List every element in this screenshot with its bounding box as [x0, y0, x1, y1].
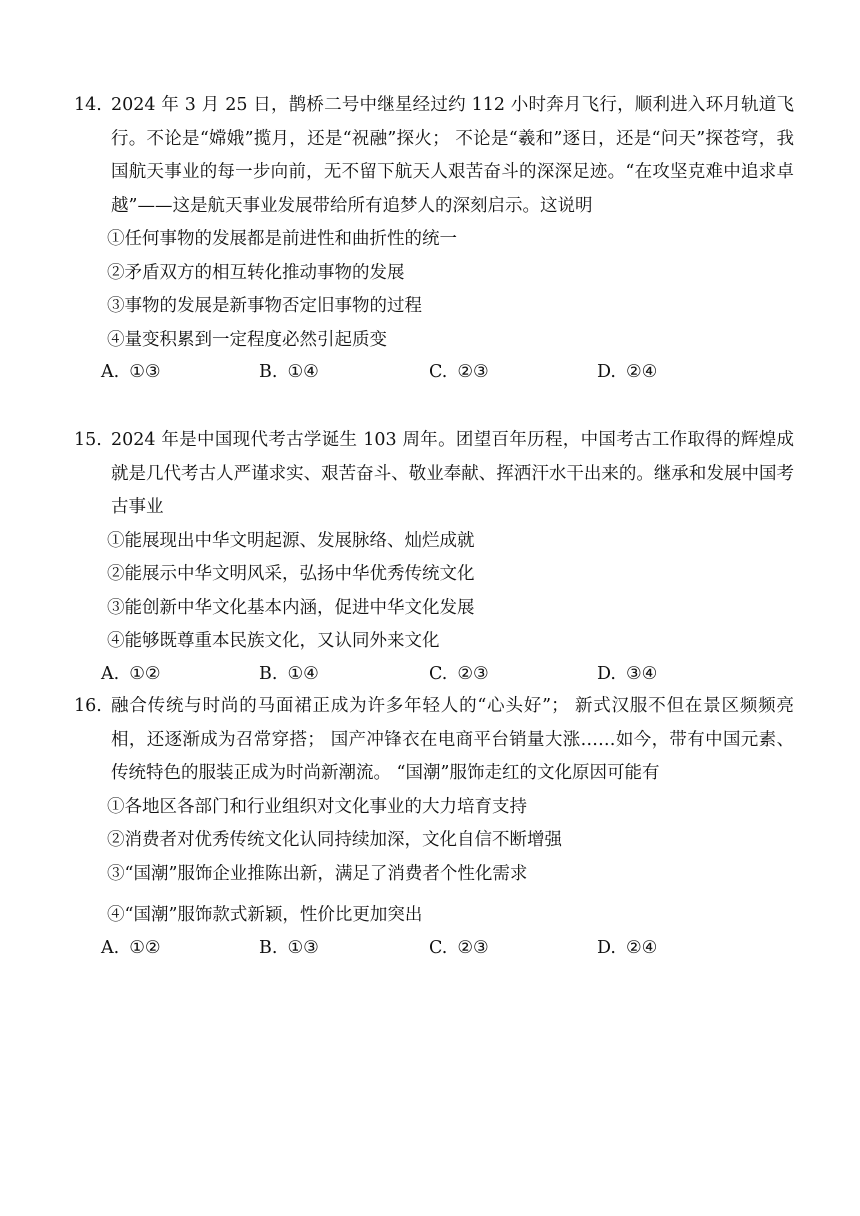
choice-text: ②③ — [457, 663, 489, 684]
choice-d[interactable] — [597, 357, 657, 388]
choice-letter: B. — [259, 937, 278, 958]
answer-choices — [74, 357, 794, 388]
choice-text: ②④ — [625, 362, 658, 382]
question-16 — [74, 690, 794, 964]
choice-c[interactable] — [429, 357, 489, 388]
statement-2: ②能展示中华文明风采，弘扬中华优秀传统文化 — [107, 564, 475, 584]
choice-a[interactable] — [101, 659, 161, 690]
question-15 — [74, 424, 794, 690]
statement-1: ①能展现出中华文明起源、发展脉络、灿烂成就 — [107, 530, 475, 551]
choice-d[interactable] — [597, 659, 657, 690]
choice-c[interactable] — [429, 659, 489, 690]
choice-text: ②③ — [457, 937, 489, 958]
statement-2: ②消费者对优秀传统文化认同持续加深，文化自信不断增强 — [107, 830, 562, 850]
choice-letter: D. — [597, 362, 616, 382]
question-text: 融合传统与时尚的马面裙正成为许多年轻人的“心头好”； 新式汉服不但在景区频频亮相，还逐渐成为召常穿搭； 国产冲锋衣在电商平台销量大涨……如今，带有中国元素、传统特色的服装正成为时尚新潮流。 “国潮”服饰走红的文化原因可能有 — [111, 696, 794, 783]
choice-letter: A. — [101, 362, 120, 382]
choice-b[interactable] — [259, 933, 319, 964]
choice-text: ②③ — [457, 362, 489, 382]
choice-text: ①② — [129, 937, 161, 958]
choice-b[interactable] — [259, 357, 319, 388]
choice-text: ①④ — [287, 663, 319, 684]
choice-a[interactable] — [101, 933, 161, 964]
choice-text: ①③ — [287, 937, 319, 958]
choice-a[interactable] — [101, 357, 161, 388]
statement-2: ②矛盾双方的相互转化推动事物的发展 — [107, 262, 405, 283]
choice-text: ①③ — [129, 362, 161, 382]
choice-text: ②④ — [625, 937, 658, 958]
choice-letter: A. — [101, 937, 120, 958]
choice-letter: B. — [259, 663, 278, 684]
statement-4: ④“国潮”服饰款式新颖，性价比更加突出 — [107, 905, 423, 925]
answer-choices — [74, 659, 794, 690]
choice-text: ①④ — [287, 362, 319, 382]
choice-c[interactable] — [429, 933, 489, 964]
choice-letter: C. — [429, 937, 448, 958]
question-text: 2024 年 3 月 25 日，鹊桥二号中继星经过约 112 小时奔月飞行，顺利进入环月轨道飞行。不论是“嫦娥”揽月，还是“祝融”探火； 不论是“羲和”逐日，还是“问天”探苍穹，我国航天事业的每一步向前，无不留下航天人艰苦奋斗的深深足迹。“在攻坚克难中追求卓越”——这是航天事业发展带给所有追梦人的深刻启示。这说明 — [111, 95, 794, 216]
statement-3: ③能创新中华文化基本内涵，促进中华文化发展 — [107, 597, 475, 618]
statement-1: ①各地区各部门和行业组织对文化事业的大力培育支持 — [107, 796, 527, 817]
choice-letter: B. — [259, 362, 278, 382]
statement-3: ③“国潮”服饰企业推陈出新，满足了消费者个性化需求 — [107, 863, 528, 884]
choice-d[interactable] — [597, 933, 657, 964]
question-text: 2024 年是中国现代考古学诞生 103 周年。团望百年历程，中国考古工作取得的辉煌成就是几代考古人严谨求实、艰苦奋斗、敬业奉献、挥洒汗水干出来的。继承和发展中国考古事业 — [111, 430, 794, 517]
question-14 — [74, 89, 794, 388]
choice-letter: D. — [597, 937, 616, 958]
question-number: 15. — [74, 430, 102, 450]
choice-letter: C. — [429, 362, 448, 382]
choice-text: ③④ — [625, 663, 658, 684]
question-number: 16. — [74, 696, 102, 716]
statement-4: ④量变积累到一定程度必然引起质变 — [107, 329, 387, 350]
question-stem — [74, 690, 794, 791]
question-number: 14. — [74, 95, 102, 115]
choice-text: ①② — [129, 663, 161, 684]
choice-letter: A. — [101, 663, 120, 684]
choice-b[interactable] — [259, 659, 319, 690]
question-stem — [74, 89, 794, 223]
statement-4: ④能够既尊重本民族文化，又认同外来文化 — [107, 631, 440, 651]
choice-letter: D. — [597, 663, 616, 684]
answer-choices — [74, 933, 794, 964]
question-stem — [74, 424, 794, 525]
statement-3: ③事物的发展是新事物否定旧事物的过程 — [107, 296, 422, 316]
choice-letter: C. — [429, 663, 448, 684]
statement-1: ①任何事物的发展都是前进性和曲折性的统一 — [107, 229, 457, 249]
